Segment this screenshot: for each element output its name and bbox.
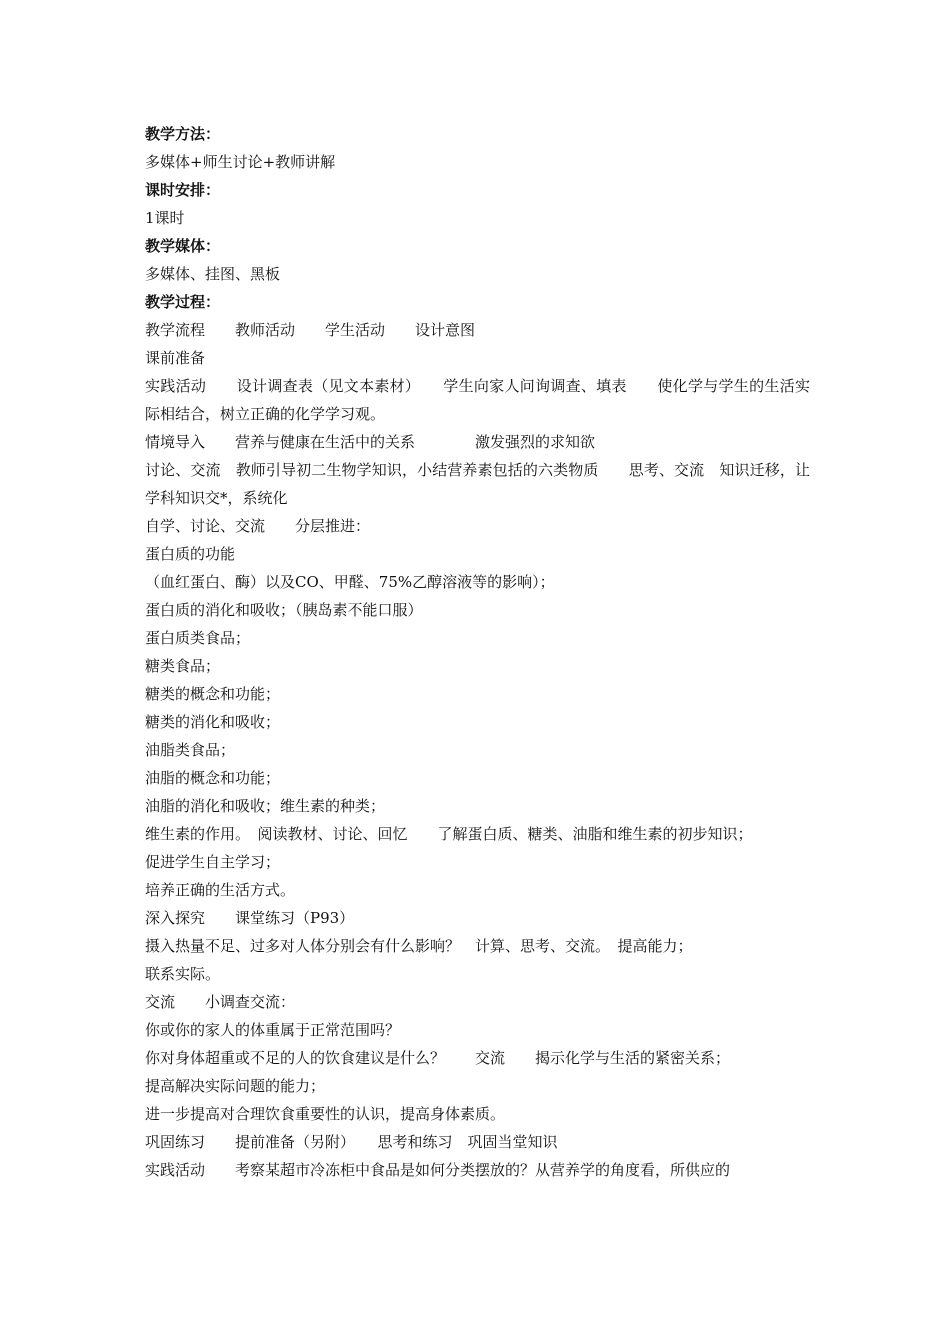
process-line: 培养正确的生活方式。 xyxy=(145,881,296,899)
process-line: 进一步提高对合理饮食重要性的认识，提高身体素质。 xyxy=(145,1105,506,1123)
process-line: 实践活动 考察某超市冷冻柜中食品是如何分类摆放的？从营养学的角度看，所供应的 xyxy=(145,1161,731,1179)
process-line: 糖类的概念和功能； xyxy=(145,685,281,703)
process-line: 油脂类食品； xyxy=(145,741,236,759)
document-body xyxy=(145,120,810,1184)
process-line: 糖类的消化和吸收； xyxy=(145,713,281,731)
process-line: 摄入热量不足、过多对人体分别会有什么影响？ 计算、思考、交流。 提高能力； xyxy=(145,937,693,955)
process-line: 蛋白质的功能 xyxy=(145,545,236,563)
process-line: 促进学生自主学习； xyxy=(145,853,281,871)
process-line: 油脂的概念和功能； xyxy=(145,769,281,787)
heading-class-schedule: 课时安排： xyxy=(145,181,221,199)
process-line: 油脂的消化和吸收；维生素的种类； xyxy=(145,797,386,815)
process-paragraph: 维生素的作用。 阅读教材、讨论、回忆 了解蛋白质、糖类、油脂和维生素的初步知识； xyxy=(145,825,753,843)
process-line: 蛋白质的消化和吸收；（胰岛素不能口服） xyxy=(145,601,423,619)
process-line: 交流 小调查交流： xyxy=(145,993,296,1011)
process-paragraph: 讨论、交流 教师引导初二生物学知识，小结营养素包括的六类物质 思考、交流 知识迁移，让学科知识交*，系统化 xyxy=(145,461,810,507)
process-line: 提高解决实际问题的能力； xyxy=(145,1077,326,1095)
process-line: 糖类食品； xyxy=(145,657,221,675)
process-line: （血红蛋白、酶）以及CO、甲醛、75%乙醇溶液等的影响）； xyxy=(145,573,555,591)
process-line: 情境导入 营养与健康在生活中的关系 激发强烈的求知欲 xyxy=(145,433,596,451)
process-line: 巩固练习 提前准备（另附） 思考和练习 巩固当堂知识 xyxy=(145,1133,558,1151)
class-schedule-text: 1课时 xyxy=(145,209,185,227)
process-line: 课前准备 xyxy=(145,349,206,367)
heading-teaching-process: 教学过程： xyxy=(145,293,221,311)
heading-teaching-method: 教学方法： xyxy=(145,125,221,143)
process-line: 联系实际。 xyxy=(145,965,221,983)
process-line: 你对身体超重或不足的人的饮食建议是什么？ 交流 揭示化学与生活的紧密关系； xyxy=(145,1049,731,1067)
process-line: 深入探究 课堂练习（P93） xyxy=(145,909,355,927)
process-line: 你或你的家人的体重属于正常范围吗？ xyxy=(145,1021,401,1039)
heading-teaching-media: 教学媒体： xyxy=(145,237,221,255)
teaching-method-text: 多媒体+师生讨论+教师讲解 xyxy=(145,153,336,171)
teaching-media-text: 多媒体、挂图、黑板 xyxy=(145,265,281,283)
process-line: 蛋白质类食品； xyxy=(145,629,251,647)
process-paragraph: 实践活动 设计调查表（见文本素材） 学生向家人问询调查、填表 使化学与学生的生活实际相结合，树立正确的化学学习观。 xyxy=(145,377,810,423)
process-table-header: 教学流程 教师活动 学生活动 设计意图 xyxy=(145,321,476,339)
process-line: 自学、讨论、交流 分层推进： xyxy=(145,517,371,535)
